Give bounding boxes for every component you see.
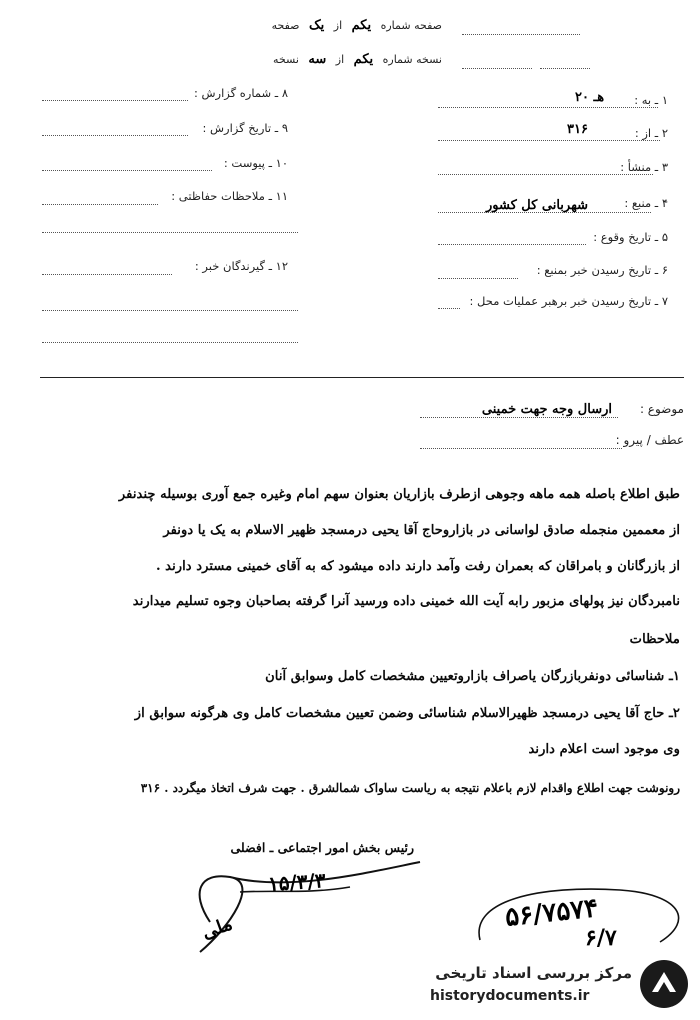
body-line-note-2: ۲ـ حاج آقا یحیی درمسجد ظهیرالاسلام شناسائی وضمن تعیین مشخصات کامل وی هرگونه سوابق از bbox=[134, 706, 680, 721]
header-divider bbox=[40, 377, 684, 378]
handwritten-note: ملی bbox=[199, 913, 236, 944]
body-line-3: از بازرگانان و بامراقان که بعمران رفت وآمد دارند داده میشود که به آقای خمینی مسترد دارند . bbox=[156, 559, 680, 574]
body-line-4: نامبردگان نیز پولهای مزبور رابه آیت الله خمینی داده ورسید آنرا گرفته بصاحبان وجوه تسلیم میدارند bbox=[132, 594, 680, 609]
notes-heading: ملاحظات bbox=[629, 632, 680, 647]
body-line-2: از معممین منجمله صادق لواسانی در بازاروحاج آقا یحیی درمسجد ظهیر الاسلام به یک یا دونفر bbox=[163, 523, 680, 538]
page-number-label: صفحه شماره bbox=[380, 19, 442, 32]
subject-value: ارسال وجه جهت خمینی bbox=[481, 402, 612, 417]
watermark-logo-icon bbox=[638, 958, 690, 1010]
to-field-value: ۲۰ هـ bbox=[575, 90, 605, 105]
copy-total-value: سه bbox=[308, 52, 327, 67]
attachment-field: ۱۰ ـ پیوست : bbox=[223, 156, 288, 170]
source-field-value: شهربانی کل کشور bbox=[486, 198, 588, 213]
watermark-url: historydocuments.ir bbox=[430, 988, 590, 1004]
signature-title: رئیس بخش امور اجتماعی ـ افضلی bbox=[230, 840, 414, 855]
page-of-label: از bbox=[333, 19, 343, 32]
reference-label: عطف / پیرو : bbox=[615, 433, 684, 447]
page-total-value: یک bbox=[309, 18, 325, 33]
to-field-label: ۱ ـ به : bbox=[634, 93, 668, 107]
origin-field-label: ۳ ـ منشأ : bbox=[620, 160, 668, 174]
signature-date: ۱۵/۳/۳ bbox=[267, 868, 327, 896]
from-field-label: ۲ ـ از : bbox=[634, 126, 668, 140]
body-line-copy: رونوشت جهت اطلاع واقدام لازم باعلام نتیجه به ریاست ساواک شمالشرق . جهت شرف اتخاذ میگردد . ۳۱۶ bbox=[140, 781, 680, 795]
copy-number-value: یکم bbox=[353, 52, 374, 67]
page-unit-label: صفحه bbox=[271, 19, 300, 32]
watermark-title: مرکز بررسی اسناد تاریخی bbox=[435, 964, 632, 982]
page-number-value: یکم bbox=[351, 18, 372, 33]
security-notes-field: ۱۱ ـ ملاحظات حفاظتی : bbox=[171, 189, 288, 203]
copy-unit-label: نسخه bbox=[273, 53, 299, 66]
copy-of-label: از bbox=[335, 53, 345, 66]
copy-number-label: نسخه شماره bbox=[382, 53, 442, 66]
handwritten-oval bbox=[460, 880, 700, 960]
source-received-date-label: ۶ ـ تاریخ رسیدن خبر بمنبع : bbox=[536, 263, 668, 277]
report-date-field: ۹ ـ تاریخ گزارش : bbox=[202, 121, 288, 135]
occurrence-date-label: ۵ ـ تاریخ وقوع : bbox=[593, 230, 668, 244]
handwritten-small: ۶/۷ bbox=[585, 925, 617, 951]
from-field-value: ۳۱۶ bbox=[567, 122, 588, 137]
recipients-field: ۱۲ ـ گیرندگان خبر : bbox=[194, 259, 288, 273]
subject-label: موضوع : bbox=[639, 402, 684, 416]
operation-received-date-label: ۷ ـ تاریخ رسیدن خبر برهبر عملیات محل : bbox=[469, 294, 668, 308]
copy-number-row bbox=[273, 52, 442, 67]
report-number-field: ۸ ـ شماره گزارش : bbox=[193, 86, 288, 100]
body-line-note-1: ۱ـ شناسائی دونفربازرگان یاصراف بازاروتعیین مشخصات کامل وسوابق آنان bbox=[265, 669, 680, 684]
source-field-label: ۴ ـ منبع : bbox=[624, 196, 668, 210]
body-line-1: طبق اطلاع باصله همه ماهه وجوهی ازطرف بازاریان بعنوان سهم امام وغیره جمع آوری بوسیله چندنفر bbox=[118, 487, 680, 502]
handwritten-number: ۵۶/۷۵۷۴ bbox=[503, 893, 600, 933]
signature-scribble bbox=[170, 832, 440, 962]
page-number-row bbox=[272, 18, 442, 33]
body-line-note-3: وی موجود است اعلام دارند bbox=[528, 742, 680, 757]
